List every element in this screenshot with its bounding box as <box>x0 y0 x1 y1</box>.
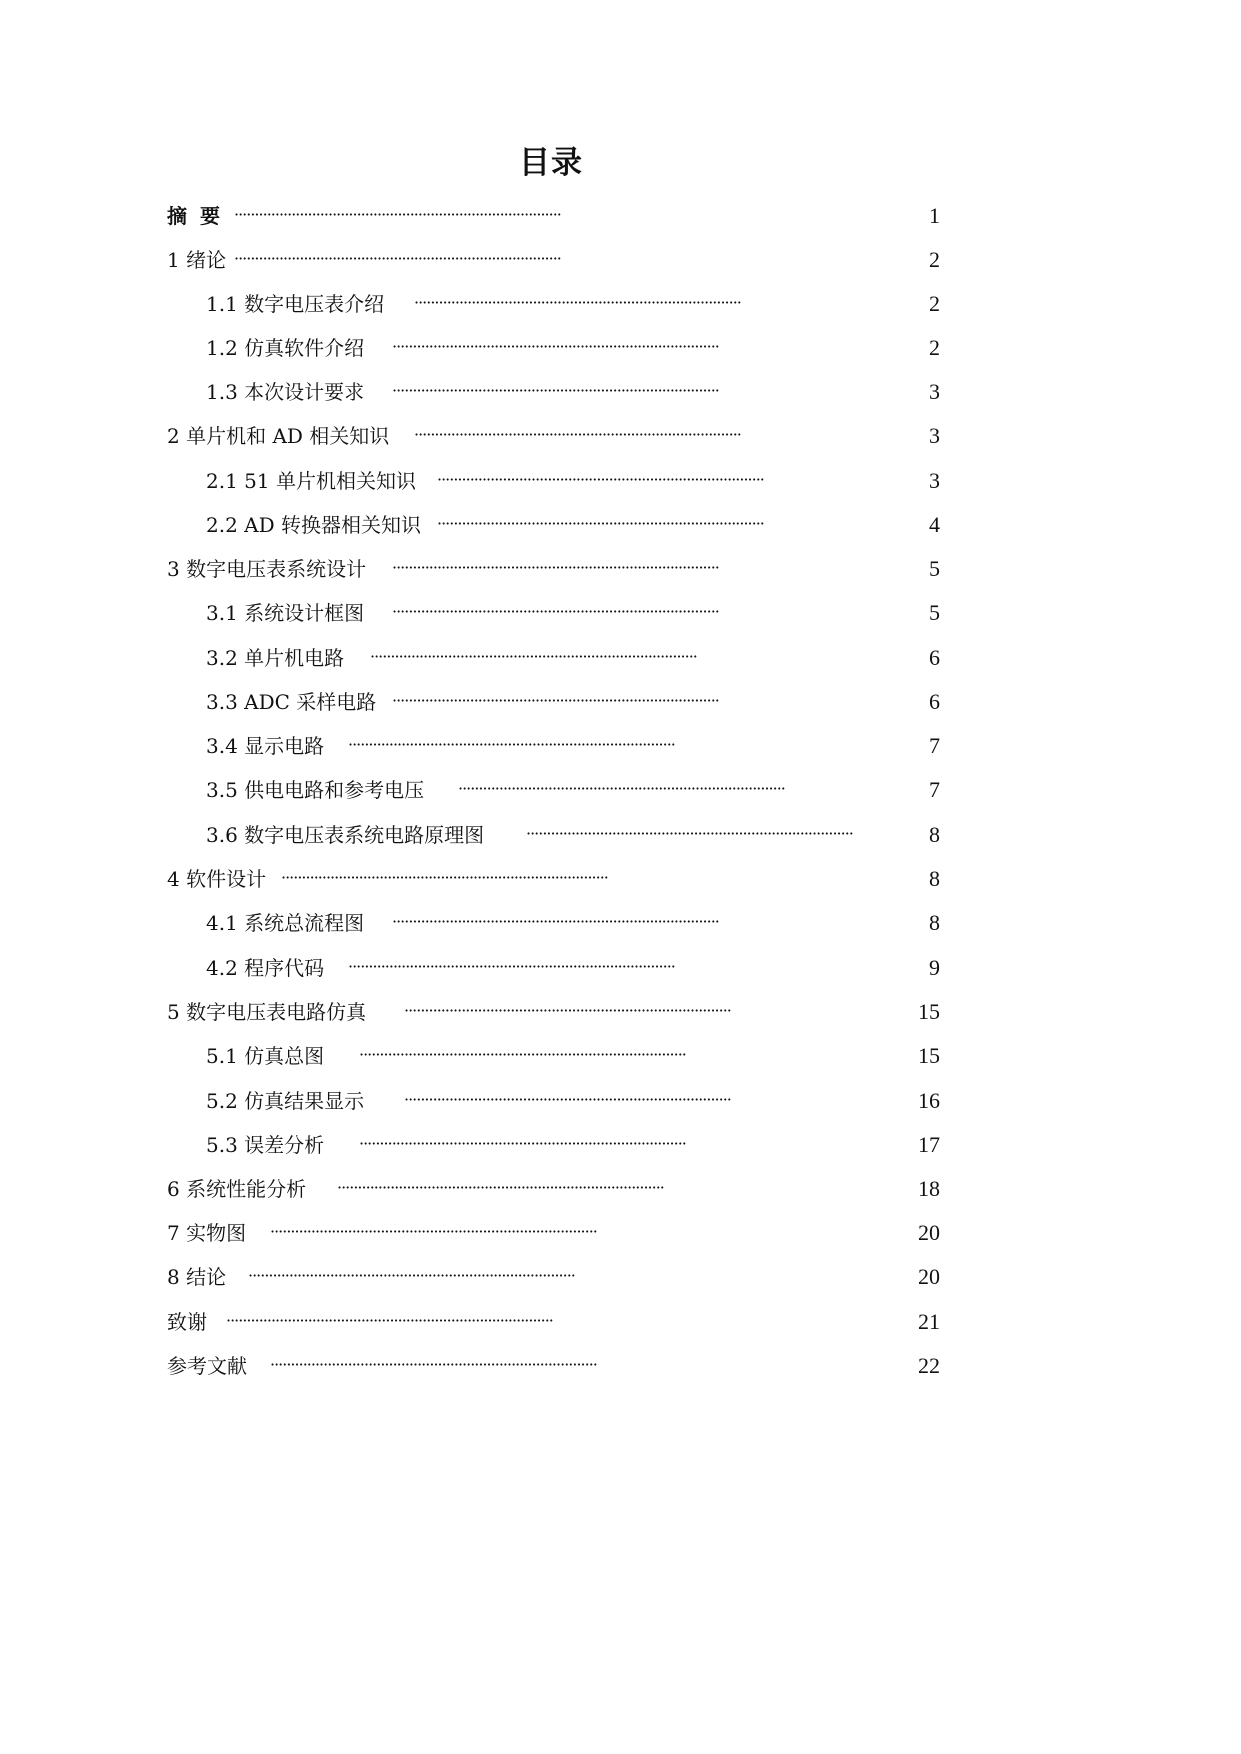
toc-entry-page-number: 8 <box>929 822 940 847</box>
toc-entry[interactable] <box>0 908 1102 938</box>
toc-entry-page-number: 21 <box>918 1309 940 1334</box>
toc-dot-leader: ················································································ <box>404 1001 731 1020</box>
toc-dot-leader: ················································································ <box>392 337 719 356</box>
toc-entry-page-number: 22 <box>918 1353 940 1378</box>
toc-entry[interactable] <box>0 421 1102 451</box>
toc-entry-page-number: 3 <box>929 379 940 404</box>
toc-entry-label: 7 实物图 <box>167 1221 247 1245</box>
toc-entry[interactable] <box>0 245 1102 275</box>
toc-entry-page-number: 6 <box>929 689 940 714</box>
toc-entry[interactable] <box>0 643 1102 673</box>
toc-entry-page-number: 3 <box>929 468 940 493</box>
toc-dot-leader: ················································································ <box>226 1311 553 1330</box>
toc-entry-label: 5.3 误差分析 <box>206 1133 325 1157</box>
toc-dot-leader: ················································································ <box>348 957 675 976</box>
toc-entry[interactable] <box>0 377 1102 407</box>
toc-entry-page-number: 1 <box>929 203 940 228</box>
toc-entry-label: 4 软件设计 <box>167 867 267 891</box>
toc-entry[interactable] <box>0 820 1102 850</box>
toc-entry-label: 摘 要 <box>167 204 223 228</box>
toc-entry[interactable] <box>0 997 1102 1027</box>
toc-entry-label: 3.3 ADC 采样电路 <box>206 690 377 714</box>
toc-dot-leader: ················································································ <box>458 779 785 798</box>
toc-entry-label: 4.1 系统总流程图 <box>206 911 365 935</box>
toc-entry[interactable] <box>0 1307 1102 1337</box>
toc-entry-page-number: 15 <box>918 999 940 1024</box>
toc-entry[interactable] <box>0 1351 1102 1381</box>
toc-entry-page-number: 2 <box>929 247 940 272</box>
toc-entry[interactable] <box>0 953 1102 983</box>
toc-dot-leader: ················································································ <box>234 249 561 268</box>
toc-entry[interactable] <box>0 554 1102 584</box>
toc-dot-leader: ················································································ <box>370 647 697 666</box>
toc-entry-page-number: 7 <box>929 777 940 802</box>
toc-entry-page-number: 6 <box>929 645 940 670</box>
toc-entry-label: 6 系统性能分析 <box>167 1177 307 1201</box>
toc-dot-leader: ················································································ <box>414 293 741 312</box>
toc-entry-label: 3.1 系统设计框图 <box>206 601 365 625</box>
toc-dot-leader: ················································································ <box>359 1045 686 1064</box>
toc-dot-leader: ················································································ <box>437 514 764 533</box>
toc-entry-page-number: 3 <box>929 423 940 448</box>
toc-dot-leader: ················································································ <box>392 602 719 621</box>
toc-entry-label: 1.2 仿真软件介绍 <box>206 336 365 360</box>
toc-entry-page-number: 8 <box>929 910 940 935</box>
toc-entry[interactable] <box>0 510 1102 540</box>
toc-dot-leader: ················································································ <box>437 470 764 489</box>
toc-entry-label: 4.2 程序代码 <box>206 956 325 980</box>
page-title: 目录 <box>519 145 583 181</box>
toc-entry-page-number: 18 <box>918 1176 940 1201</box>
toc-entry-page-number: 2 <box>929 335 940 360</box>
toc-entry-page-number: 15 <box>918 1043 940 1068</box>
toc-entry-page-number: 9 <box>929 955 940 980</box>
toc-entry-page-number: 20 <box>918 1264 940 1289</box>
toc-entry-page-number: 7 <box>929 733 940 758</box>
toc-entry-label: 5.1 仿真总图 <box>206 1044 325 1068</box>
toc-entry-label: 2.1 51 单片机相关知识 <box>206 469 416 493</box>
toc-entry[interactable] <box>0 1218 1102 1248</box>
toc-entry[interactable] <box>0 598 1102 628</box>
toc-dot-leader: ················································································ <box>348 735 675 754</box>
toc-entry[interactable] <box>0 1174 1102 1204</box>
toc-entry[interactable] <box>0 1262 1102 1292</box>
toc-entry-label: 5 数字电压表电路仿真 <box>167 1000 367 1024</box>
toc-dot-leader: ················································································ <box>337 1178 664 1197</box>
toc-entry-label: 参考文献 <box>167 1354 247 1378</box>
toc-entry-page-number: 4 <box>929 512 940 537</box>
toc-entry-page-number: 20 <box>918 1220 940 1245</box>
toc-entry[interactable] <box>0 333 1102 363</box>
toc-entry[interactable] <box>0 466 1102 496</box>
toc-entry-page-number: 5 <box>929 556 940 581</box>
toc-entry[interactable] <box>0 1041 1102 1071</box>
toc-dot-leader: ················································································ <box>404 1090 731 1109</box>
toc-dot-leader: ················································································ <box>526 824 853 843</box>
toc-entry[interactable] <box>0 201 1102 231</box>
toc-dot-leader: ················································································ <box>234 205 561 224</box>
toc-dot-leader: ················································································ <box>281 868 608 887</box>
toc-entry[interactable] <box>0 775 1102 805</box>
toc-entry-page-number: 2 <box>929 291 940 316</box>
toc-entry-label: 3.4 显示电路 <box>206 734 325 758</box>
toc-entry[interactable] <box>0 687 1102 717</box>
toc-dot-leader: ················································································ <box>414 425 741 444</box>
toc-dot-leader: ················································································ <box>392 381 719 400</box>
toc-entry-label: 3.5 供电电路和参考电压 <box>206 778 425 802</box>
toc-entry-page-number: 8 <box>929 866 940 891</box>
toc-entry-label: 5.2 仿真结果显示 <box>206 1089 365 1113</box>
toc-entry-page-number: 5 <box>929 600 940 625</box>
toc-dot-leader: ················································································ <box>392 912 719 931</box>
toc-entry-page-number: 17 <box>918 1132 940 1157</box>
toc-dot-leader: ················································································ <box>270 1355 597 1374</box>
toc-entry[interactable] <box>0 289 1102 319</box>
toc-entry[interactable] <box>0 731 1102 761</box>
toc-dot-leader: ················································································ <box>248 1266 575 1285</box>
toc-entry-label: 3 数字电压表系统设计 <box>167 557 367 581</box>
toc-entry-label: 3.6 数字电压表系统电路原理图 <box>206 823 485 847</box>
toc-entry[interactable] <box>0 1086 1102 1116</box>
toc-entry-label: 1.1 数字电压表介绍 <box>206 292 385 316</box>
toc-entry-label: 8 结论 <box>167 1265 227 1289</box>
toc-entry-label: 2 单片机和 AD 相关知识 <box>167 424 390 448</box>
toc-entry[interactable] <box>0 1130 1102 1160</box>
toc-entry-label: 3.2 单片机电路 <box>206 646 345 670</box>
toc-dot-leader: ················································································ <box>392 691 719 710</box>
toc-entry-label: 2.2 AD 转换器相关知识 <box>206 513 421 537</box>
toc-entry[interactable] <box>0 864 1102 894</box>
toc-dot-leader: ················································································ <box>359 1134 686 1153</box>
toc-entry-page-number: 16 <box>918 1088 940 1113</box>
toc-dot-leader: ················································································ <box>270 1222 597 1241</box>
toc-entry-label: 1 绪论 <box>167 248 227 272</box>
toc-entry-label: 1.3 本次设计要求 <box>206 380 365 404</box>
toc-entry-label: 致谢 <box>167 1310 207 1334</box>
toc-dot-leader: ················································································ <box>392 558 719 577</box>
